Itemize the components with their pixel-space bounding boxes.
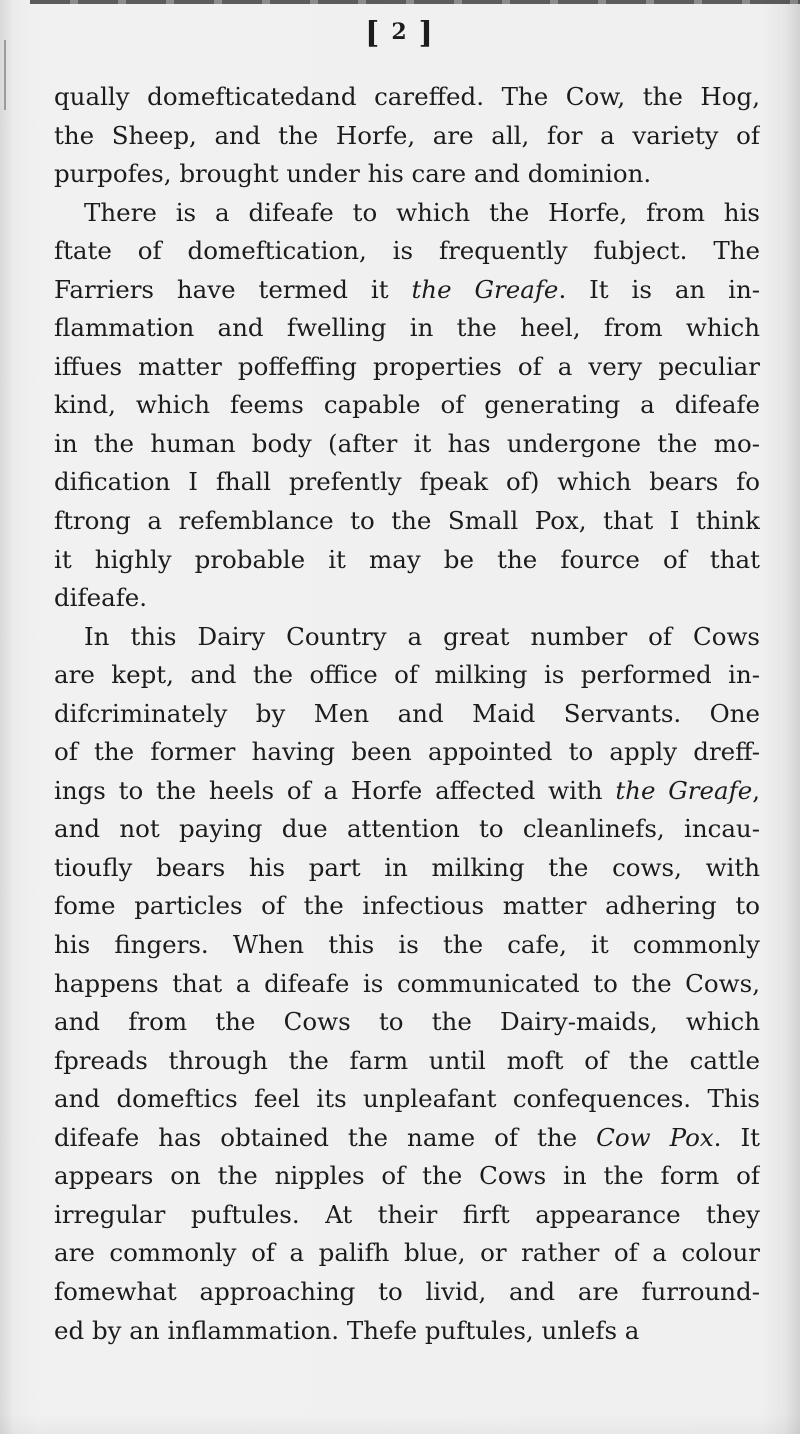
text-line: qually domefticatedand careffed. The Cow, the Hog, (54, 82, 760, 111)
text-line: ings to the heels of a Horfe affected with the Greafe, (54, 775, 760, 805)
text-line: his fingers. When this is the cafe, it commonly (54, 930, 760, 960)
text-line: In this Dairy Country a great number of Cows (84, 621, 760, 651)
text-line: purpofes, brought under his care and dominion. (54, 159, 652, 189)
text-line: difeafe. (54, 583, 148, 613)
text-line: ftate of domeftication, is frequently fubject. The (54, 236, 760, 266)
text-line: fpreads through the farm until moft of the cattle (54, 1045, 760, 1075)
text-line: irregular puftules. At their firft appearance they (54, 1199, 760, 1229)
page-shadow (0, 1414, 800, 1434)
text-line: fome particles of the infectious matter adhering to (54, 891, 760, 921)
text-line: ed by an inflammation. Thefe puftules, unlefs a (54, 1315, 640, 1345)
text-line: There is a difeafe to which the Horfe, from his (84, 197, 760, 227)
text-line: happens that a difeafe is communicated to the Cows, (54, 968, 760, 998)
text-line: are kept, and the office of milking is performed in- (54, 660, 760, 690)
text-line: of the former having been appointed to apply dreff- (54, 737, 760, 767)
text-line: it highly probable it may be the fource of that (54, 544, 760, 574)
text-line: ftrong a refemblance to the Small Pox, that I think (54, 506, 760, 536)
text-line: iffues matter poffeffing properties of a very peculiar (54, 351, 760, 381)
text-line: difcriminately by Men and Maid Servants. One (54, 698, 760, 728)
text-line: are commonly of a palifh blue, or rather of a colour (54, 1238, 760, 1268)
text-line: and not paying due attention to cleanlinefs, incau- (54, 814, 760, 844)
text-line: fomewhat approaching to livid, and are furround- (54, 1276, 760, 1306)
text-line: tioufly bears his part in milking the cows, with (54, 852, 760, 882)
page-number: 2 (391, 19, 409, 45)
text-line: appears on the nipples of the Cows in the form of (54, 1161, 760, 1191)
top-edge-rule (30, 0, 800, 4)
page-header (0, 12, 800, 52)
text-line: and from the Cows to the Dairy-maids, which (54, 1007, 760, 1037)
text-line: flammation and fwelling in the heel, from which (54, 313, 760, 343)
text-line: and domeftics feel its unpleafant confequences. This (54, 1084, 760, 1114)
text-line: the Sheep, and the Horfe, are all, for a variety of (54, 120, 760, 150)
text-line: kind, which feems capable of generating a difeafe (54, 390, 760, 420)
text-line: Farriers have termed it the Greafe. It is an in- (54, 274, 760, 304)
body-text (54, 78, 760, 1350)
text-line: difeafe has obtained the name of the Cow Pox. It (54, 1122, 760, 1152)
header-bracket-close: ] (418, 16, 435, 51)
text-line: in the human body (after it has undergone the mo- (54, 428, 760, 458)
text-line: dification I fhall prefently fpeak of) which bears fo (54, 467, 760, 497)
header-bracket-open: [ (365, 16, 382, 51)
